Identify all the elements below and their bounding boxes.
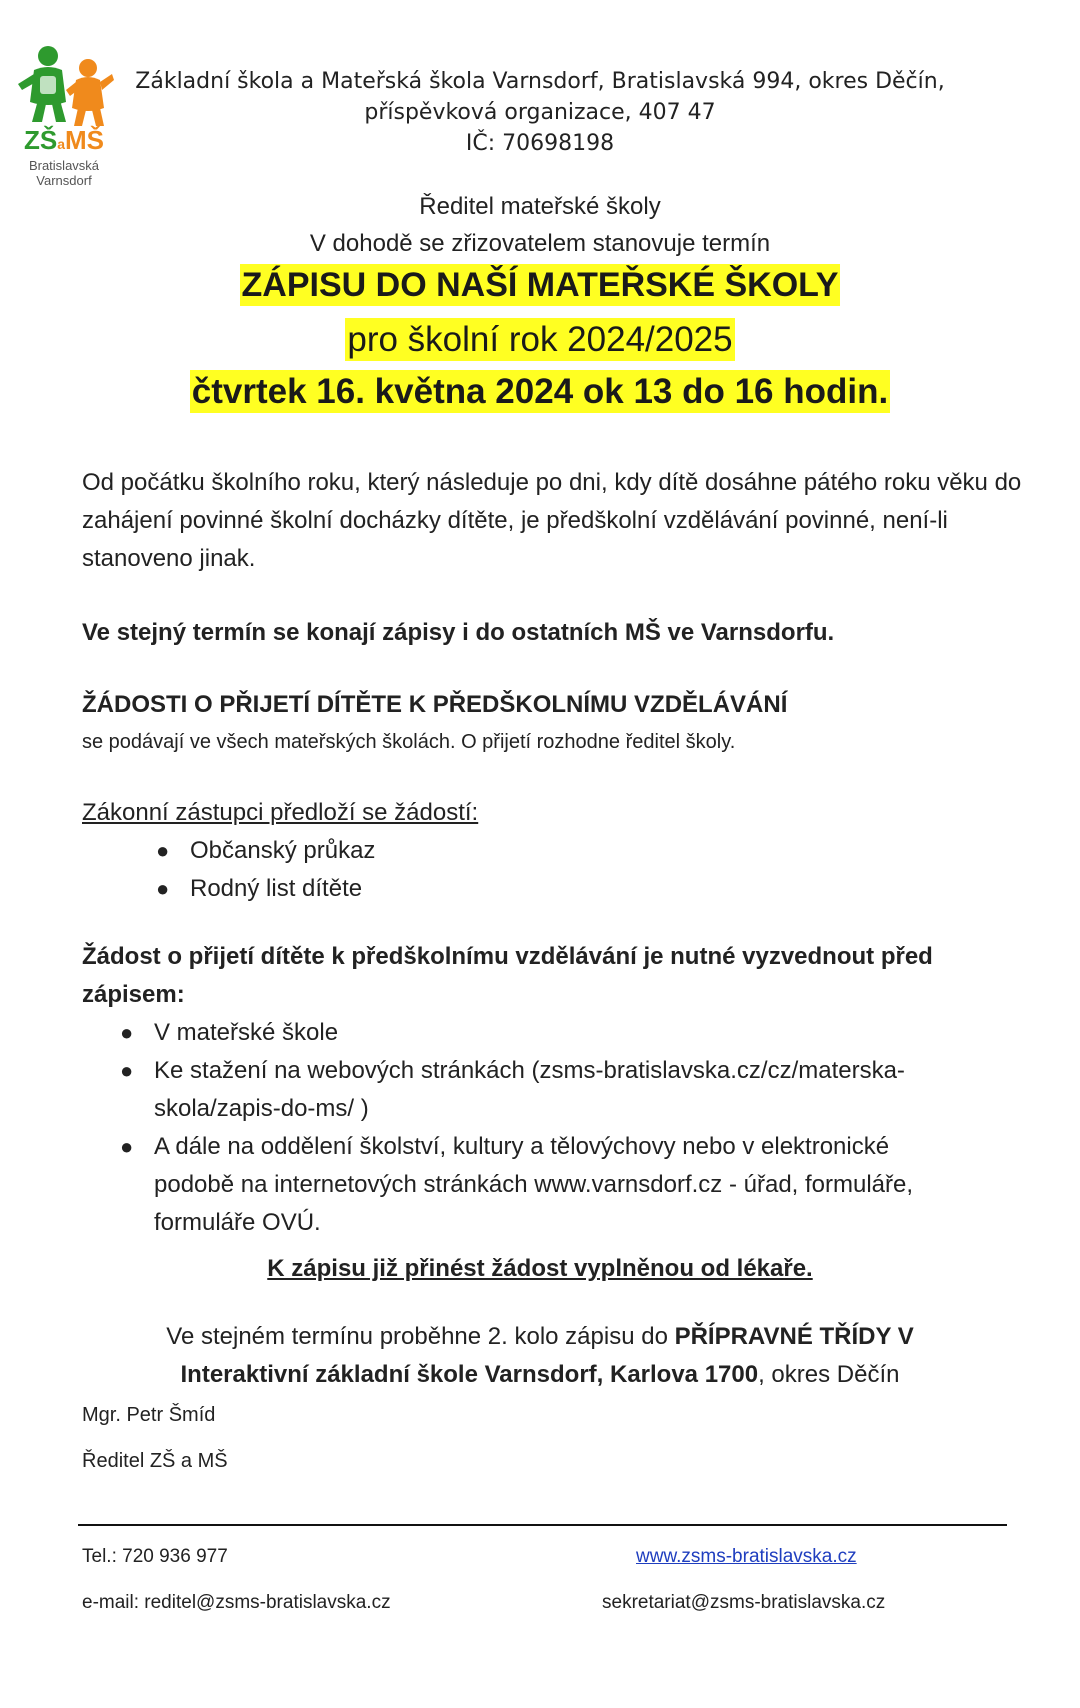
footer-phone: Tel.: 720 936 977 [82, 1546, 228, 1567]
header-line2: příspěvková organizace, 407 47 [364, 100, 716, 125]
list-item: ● Rodný list dítěte [190, 870, 790, 908]
header-line3: IČ: 70698198 [465, 131, 615, 156]
paragraph-other-schools: Ve stejný termín se konají zápisy i do ostatních MŠ ve Varnsdorfu. [82, 619, 835, 646]
list-item: ● A dále na oddělení školství, kultury a tělovýchovy nebo v elektronické podobě na internetových stránkách www.varnsdorf.cz - úřad, formuláře, formuláře OVÚ. [154, 1128, 1014, 1242]
list-item: ● Ke stažení na webových stránkách (zsms-bratislavska.cz/cz/materska- skola/zapis-do-ms/ ) [154, 1052, 1014, 1128]
doctor-note: K zápisu již přinést žádost vyplněnou od lékaře. [267, 1255, 813, 1282]
school-header [120, 66, 960, 159]
list-item: ● Občanský průkaz [190, 832, 790, 870]
intro-line1: Ředitel mateřské školy [419, 193, 661, 220]
requests-title: ŽÁDOSTI O PŘIJETÍ DÍTĚTE K PŘEDŠKOLNÍMU VZDĚLÁVÁNÍ [82, 691, 788, 718]
documents-title: Zákonní zástupci předloží se žádostí: [82, 799, 479, 826]
highlight-date: čtvrtek 16. května 2024 ok 13 do 16 hodin. [191, 372, 889, 411]
bullet-icon: ● [120, 1134, 134, 1159]
logo-abbr-ms: MŠ [65, 125, 105, 155]
paragraph-compulsory: Od počátku školního roku, který následuje po dni, kdy dítě dosáhne pátého roku věku do zahájení povinné školní docházky dítěte, je předškolní vzdělávání povinné, není-li stanoveno jinak. [82, 469, 1022, 572]
requests-subtitle: se podávají ve všech mateřských školách. O přijetí rozhodne ředitel školy. [82, 731, 736, 753]
school-logo [14, 44, 114, 188]
list-item: ● V mateřské škole [154, 1014, 1014, 1052]
logo-line1: Bratislavská [28, 158, 100, 173]
logo-abbr-zs: ZŠ [23, 125, 58, 155]
footer-email: e-mail: reditel@zsms-bratislavska.cz [82, 1592, 391, 1613]
signature-role: Ředitel ZŠ a MŠ [82, 1450, 228, 1472]
closing-note: Ve stejném termínu proběhne 2. kolo zápisu do PŘÍPRAVNÉ TŘÍDY V Interaktivní základní škole Varnsdorf, Karlova 1700, okres Děčín [166, 1323, 914, 1388]
signature-name: Mgr. Petr Šmíd [82, 1404, 216, 1426]
pickup-list [120, 1014, 1014, 1242]
highlight-year: pro školní rok 2024/2025 [347, 320, 733, 359]
logo-abbr-a: a [57, 136, 66, 152]
logo-line2: Varnsdorf [36, 173, 92, 188]
intro [140, 188, 940, 262]
bullet-icon: ● [156, 876, 170, 901]
footer-divider [78, 1524, 1007, 1526]
bullet-icon: ● [156, 838, 170, 863]
highlight-title: ZÁPISU DO NAŠÍ MATEŘSKÉ ŠKOLY [241, 266, 839, 304]
documents-list [156, 832, 790, 908]
intro-line2: V dohodě se zřizovatelem stanovuje termín [309, 230, 771, 257]
footer-secretariat-email: sekretariat@zsms-bratislavska.cz [602, 1592, 886, 1613]
footer-website-link[interactable]: www.zsms-bratislavska.cz [636, 1546, 857, 1567]
header-line1: Základní škola a Mateřská škola Varnsdorf, Bratislavská 994, okres Děčín, [135, 69, 945, 94]
bullet-icon: ● [120, 1058, 134, 1083]
bullet-icon: ● [120, 1020, 134, 1045]
pickup-title: Žádost o přijetí dítěte k předškolnímu vzdělávání je nutné vyzvednout před zápisem: [82, 943, 933, 1008]
school-logo-figures-icon [14, 44, 114, 126]
